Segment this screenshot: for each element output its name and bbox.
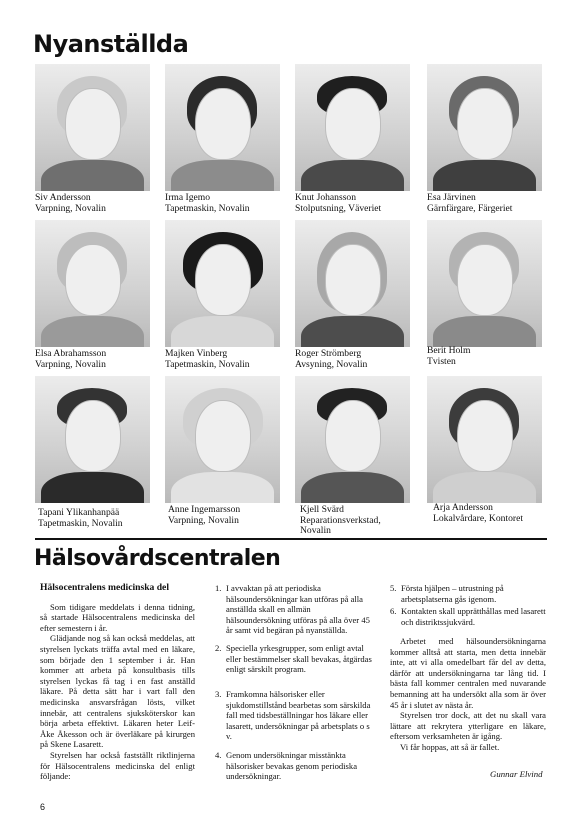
article-column-3 <box>390 636 546 753</box>
photo-name: Anne Ingemarsson <box>168 504 241 515</box>
photo-role: Lokalvårdare, Kontoret <box>433 512 524 524</box>
photo-name: Roger Strömberg <box>295 348 362 359</box>
paragraph: Som tidigare meddelats i denna tidning, så startade Hälsocentralens medicinska del efter semestern i år. <box>40 601 195 633</box>
photo-name: Esa Järvinen <box>427 192 476 203</box>
article-column-1 <box>40 583 195 782</box>
section-divider <box>35 538 547 540</box>
portrait-photo <box>427 376 542 503</box>
author-signature: Gunnar Elvind <box>490 769 543 779</box>
portrait-photo <box>165 64 280 191</box>
photo-name: Arja Andersson <box>433 502 493 513</box>
paragraph: Styrelsen har också fastställt riktlinjerna för Hälsocentralens medicinska del enligt följande: <box>40 749 195 782</box>
photo-name: Kjell Svärd <box>300 504 344 515</box>
photo-role: Tvisten <box>427 355 456 367</box>
photo-name: Tapani Ylikanhanpää <box>38 507 120 518</box>
photo-role: Avsyning, Novalin <box>295 358 368 370</box>
photo-name: Elsa Abrahamsson <box>35 348 107 359</box>
photo-name: Irma Igemo <box>165 192 211 203</box>
photo-role: Tapetmaskin, Novalin <box>38 517 123 529</box>
photo-name: Majken Vinberg <box>165 348 228 359</box>
page-number: 6 <box>40 802 46 812</box>
paragraph: Styrelsen tror dock, att det nu skall vara lättare att rekrytera ytterligare en läkare, eftersom verksamheten är igång. <box>390 710 546 742</box>
portrait-photo <box>35 64 150 191</box>
page-title: Nyanställda <box>33 30 189 58</box>
portrait-photo <box>165 376 280 503</box>
photo-role: Varpning, Novalin <box>35 202 106 214</box>
portrait-photo <box>35 220 150 347</box>
paragraph: Glädjande nog så kan också meddelas, att styrelsen lyckats träffa avtal med en läkare, som började den 1 september i år. Han kommer att arbeta på konsultbasis tills styrelsen lyckas få tag i en fast anställd läkare. På detta sätt har i vart fall den medicinska ansvarsfrågan lösts, vilket innebär, att centralens sjuksköterskor kan börja arbeta effektivt. Läkaren heter Leif-Åke Åkesson och är överläkare på kirurgen på Skene Lasarett. <box>40 633 195 750</box>
photo-name: Knut Johansson <box>295 192 357 203</box>
portrait-photo <box>295 376 410 503</box>
paragraph: Vi får hoppas, att så är fallet. <box>400 741 500 752</box>
portrait-photo <box>427 220 542 347</box>
portrait-photo <box>165 220 280 347</box>
photo-role: Tapetmaskin, Novalin <box>165 358 250 370</box>
portrait-photo <box>295 64 410 191</box>
photo-name: Berit Holm <box>427 345 471 356</box>
photo-role: Tapetmaskin, Novalin <box>165 202 250 214</box>
photo-role-line2: Novalin <box>300 525 331 536</box>
photo-role: Reparationsverkstad, <box>300 514 381 526</box>
photo-role: Gärnfärgare, Färgeriet <box>427 202 513 214</box>
photo-role: Varpning, Novalin <box>35 358 106 370</box>
portrait-photo <box>295 220 410 347</box>
photo-role: Varpning, Novalin <box>168 514 239 526</box>
photo-role: Stolputsning, Väveriet <box>295 202 382 214</box>
photo-name: Siv Andersson <box>35 192 91 203</box>
portrait-photo <box>427 64 542 191</box>
article-heading: Hälsocentralens medicinska del <box>40 582 169 593</box>
portrait-photo <box>35 376 150 503</box>
section-title: Hälsovårdscentralen <box>34 546 281 571</box>
paragraph: Arbetet med hälsoundersökningarna kommer alltså att starta, men detta innebär inte, att vi alla omedelbart får del av detta, därför att undersökningarna tar lång tid. I bästa fall kommer centralen med nuvarande bemanning att ha undersökt alla som är över 45 år i slutet av nästa år. <box>390 636 546 710</box>
